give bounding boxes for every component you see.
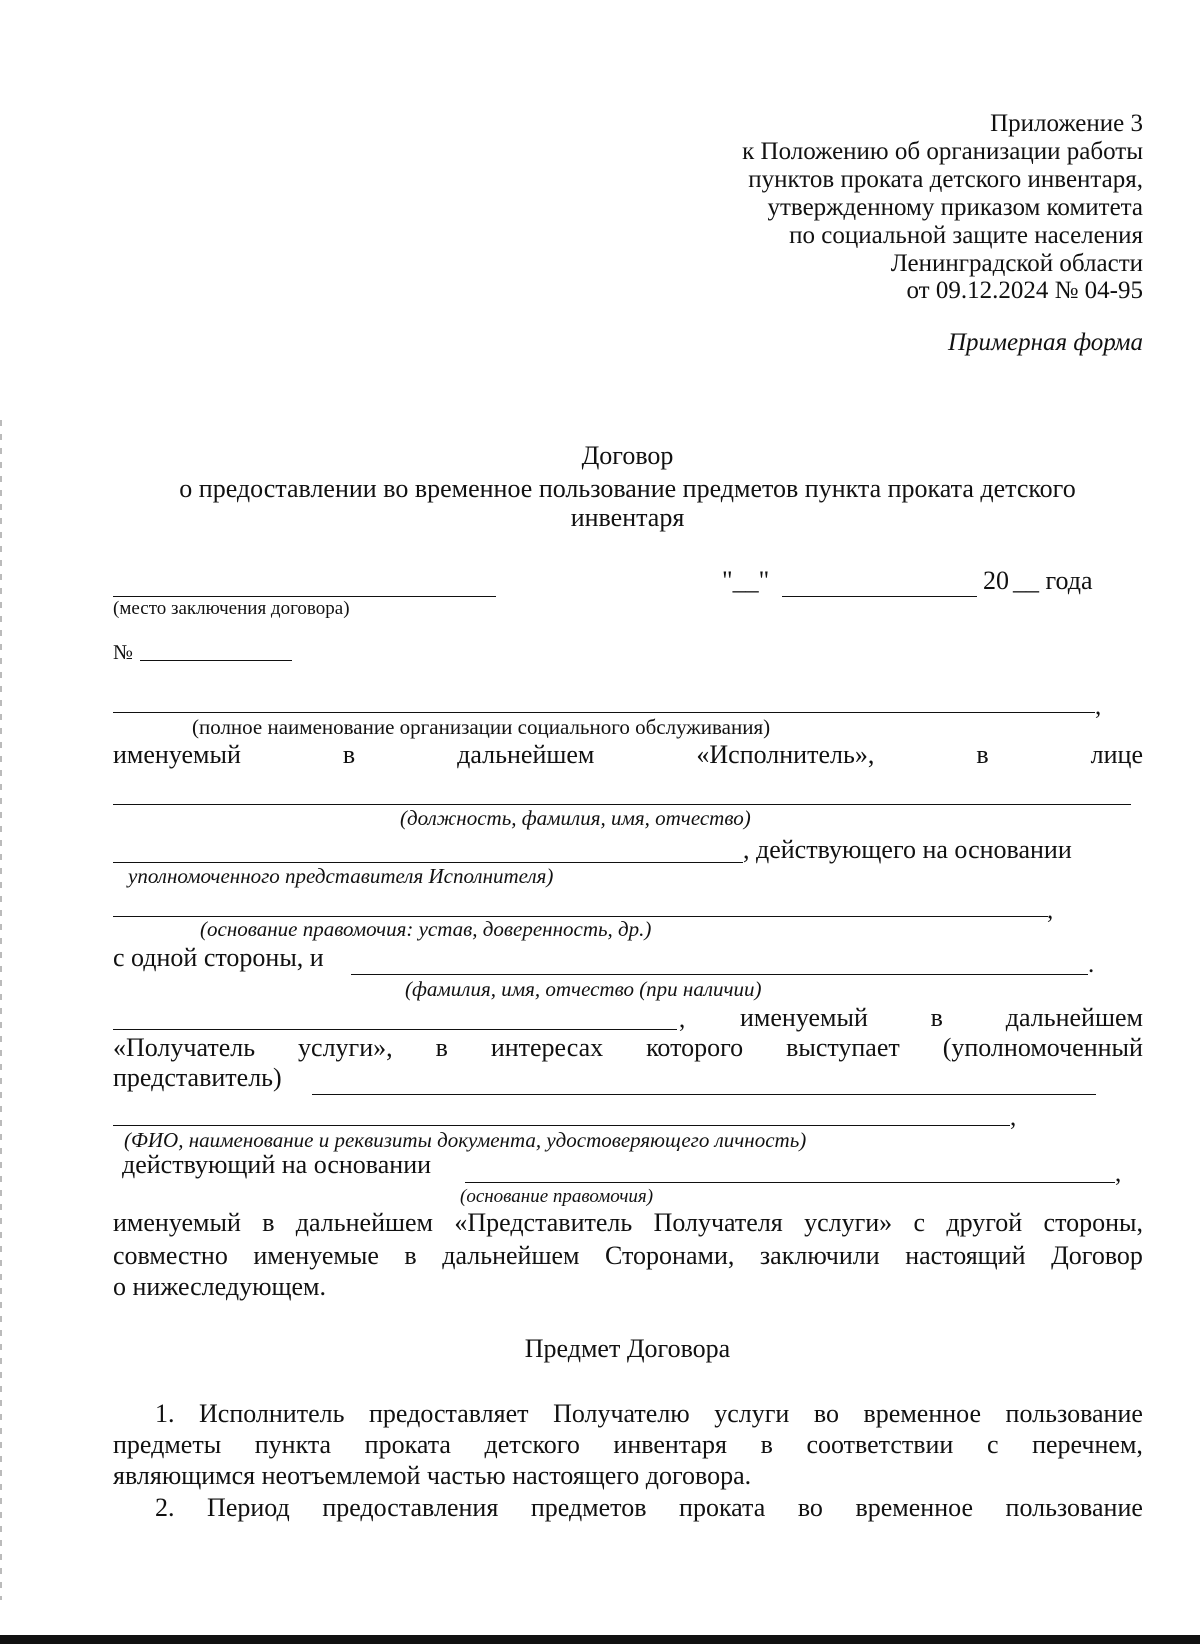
acting-basis: , действующего на основании — [743, 835, 1072, 864]
word: в — [435, 1033, 448, 1062]
word: «Получатель — [113, 1033, 256, 1062]
word: именуемый — [740, 1003, 868, 1032]
closing-line-3: о нижеследующем. — [113, 1272, 327, 1301]
word: совместно — [113, 1241, 228, 1270]
word: в — [404, 1241, 417, 1270]
closing-line-1 — [113, 1208, 1143, 1238]
acting-on-basis: действующий на основании — [122, 1150, 432, 1179]
header-line: Ленинградской области — [890, 250, 1143, 277]
word: предметов — [530, 1493, 647, 1522]
basis-blank — [465, 1182, 1115, 1183]
word: проката — [364, 1430, 451, 1459]
word: услуги», — [298, 1033, 393, 1062]
word: «Представитель — [454, 1208, 633, 1237]
representative-blank — [113, 862, 743, 863]
word: детского — [484, 1430, 580, 1459]
word: Период — [207, 1493, 290, 1522]
date-year-suffix: __ года — [1013, 566, 1093, 595]
fio-caption: (фамилия, имя, отчество (при наличии) — [405, 977, 762, 1001]
word: другой — [946, 1208, 1023, 1237]
recipient-intro — [740, 1003, 1143, 1033]
contract-subtitle-end: инвентаря — [570, 503, 685, 532]
paragraph-1-line-3: являющимся неотъемлемой частью настоящего договора. — [113, 1461, 752, 1490]
date-day: "__" — [722, 566, 770, 595]
contract-subtitle: о предоставлении во временное пользование предметов пункта проката детского — [179, 474, 1076, 503]
word: Исполнитель — [199, 1399, 345, 1428]
comma: , — [1095, 693, 1102, 720]
word: предоставления — [322, 1493, 499, 1522]
position-caption: (должность, фамилия, имя, отчество) — [400, 806, 751, 830]
word: с — [913, 1208, 926, 1237]
word: в — [342, 740, 356, 769]
date-year-prefix: 20 — [983, 566, 1009, 595]
position-blank — [113, 804, 1131, 805]
word: интересах — [490, 1033, 604, 1062]
comma: , — [1010, 1104, 1017, 1131]
word: во — [813, 1399, 839, 1428]
word: перечнем, — [1032, 1430, 1143, 1459]
word: дальнейшем — [442, 1241, 580, 1270]
word: Получателю — [553, 1399, 690, 1428]
org-name-blank — [113, 712, 1095, 713]
word: которого — [646, 1033, 744, 1062]
word: «Исполнитель», — [696, 740, 875, 769]
word: соответствии — [806, 1430, 954, 1459]
word: именуемый — [113, 740, 241, 769]
comma: , — [1115, 1160, 1122, 1187]
word: настоящий — [905, 1241, 1026, 1270]
word: услуги» — [804, 1208, 893, 1237]
word: лице — [1090, 740, 1143, 769]
word: дальнейшем — [457, 740, 595, 769]
form-note: Примерная форма — [947, 329, 1143, 356]
word: в — [760, 1430, 773, 1459]
word: Сторонами, — [605, 1241, 735, 1270]
word: с — [986, 1430, 999, 1459]
contract-title: Договор — [581, 441, 674, 470]
word: в — [976, 740, 989, 769]
number-label: № — [113, 640, 134, 664]
number-blank — [140, 660, 292, 661]
header-line: по социальной защите населения — [789, 222, 1143, 249]
doc-caption: (ФИО, наименование и реквизиты документа, удостоверяющего личность) — [124, 1128, 807, 1152]
paragraph-1-line-2 — [113, 1430, 1143, 1460]
scan-edge — [0, 420, 2, 1600]
comma: , — [1047, 897, 1054, 924]
recipient-fio-blank — [113, 1029, 677, 1030]
word: заключили — [759, 1241, 880, 1270]
word: предоставляет — [369, 1399, 529, 1428]
doc-details-blank — [113, 1125, 1010, 1126]
header-line: пунктов проката детского инвентаря, — [748, 166, 1143, 193]
word: инвентаря — [613, 1430, 727, 1459]
word: услуги — [714, 1399, 790, 1428]
closing-line-2 — [113, 1241, 1143, 1271]
word: временное — [855, 1493, 973, 1522]
authority-caption: (основание правомочия: устав, доверенность, др.) — [200, 917, 652, 941]
word: предметы — [113, 1430, 222, 1459]
word: пользование — [1005, 1493, 1143, 1522]
recipient-name-blank — [351, 974, 1088, 975]
word: именуемые — [253, 1241, 379, 1270]
word: Договор — [1051, 1241, 1143, 1270]
authorized-caption: уполномоченного представителя Исполнителя) — [128, 864, 554, 888]
paragraph-2-line-1 — [155, 1493, 1143, 1523]
word: (уполномоченный — [942, 1033, 1143, 1062]
place-caption: (место заключения договора) — [113, 598, 350, 619]
header-line: к Положению об организации работы — [742, 138, 1143, 165]
word: пункта — [254, 1430, 332, 1459]
comma: , — [679, 1006, 686, 1033]
word: проката — [679, 1493, 766, 1522]
word: дальнейшем — [295, 1208, 434, 1237]
place-blank — [113, 596, 496, 597]
word: именуемый — [113, 1208, 241, 1237]
word: временное — [863, 1399, 982, 1428]
section-heading: Предмет Договора — [524, 1334, 731, 1363]
word: во — [797, 1493, 823, 1522]
org-caption: (полное наименование организации социального обслуживания) — [192, 715, 771, 739]
header-line: утвержденному приказом комитета — [767, 194, 1143, 221]
representative-name-blank — [312, 1094, 1096, 1095]
header-line: от 09.12.2024 № 04-95 — [906, 277, 1143, 304]
representative-label: представитель) — [113, 1063, 282, 1092]
paragraph-1-line-1 — [155, 1399, 1143, 1429]
scan-bottom-edge — [0, 1635, 1200, 1644]
date-month-blank — [782, 596, 977, 597]
recipient-line — [113, 1033, 1143, 1063]
executor-line — [113, 740, 1143, 770]
period: . — [1088, 951, 1095, 978]
word: выступает — [786, 1033, 900, 1062]
word: 1. — [155, 1399, 175, 1428]
appendix-number: Приложение 3 — [990, 110, 1143, 137]
word: в — [930, 1003, 943, 1032]
word: 2. — [155, 1493, 175, 1522]
basis-caption: (основание правомочия) — [460, 1186, 654, 1207]
word: дальнейшем — [1005, 1003, 1143, 1032]
word: Получателя — [653, 1208, 783, 1237]
word: в — [262, 1208, 275, 1237]
one-side-text: с одной стороны, и — [113, 943, 324, 972]
word: стороны, — [1043, 1208, 1143, 1237]
word: пользование — [1005, 1399, 1143, 1428]
